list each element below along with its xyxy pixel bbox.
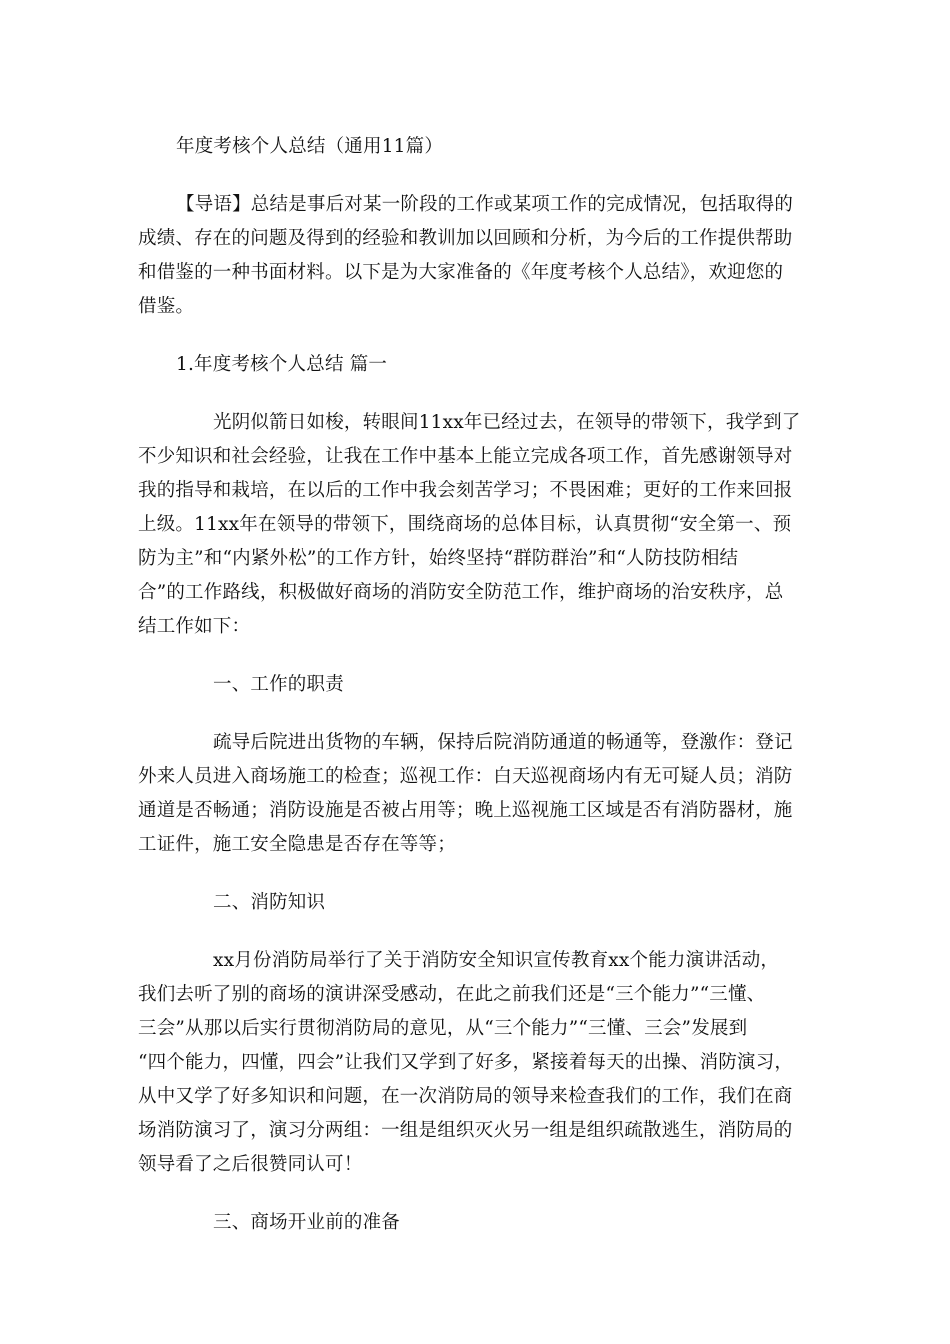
paragraph-line: 我们去听了别的商场的演讲深受感动，在此之前我们还是“三个能力”“三懂、 [138,984,766,1005]
paragraph-line: “四个能力，四懂，四会”让我们又学到了好多，紧接着每天的出操、消防演习， [138,1052,794,1073]
intro-line: 借鉴。 [138,296,195,317]
subsection-heading: 二、消防知识 [213,892,326,913]
paragraph-line: 合”的工作路线，积极做好商场的消防安全防范工作，维护商场的治安秩序，总 [138,582,784,603]
intro-line: 【导语】总结是事后对某一阶段的工作或某项工作的完成情况，包括取得的 [176,194,794,215]
paragraph-line: 外来人员进入商场施工的检查；巡视工作：白天巡视商场内有无可疑人员；消防 [138,766,793,787]
paragraph-line: 工证件，施工安全隐患是否存在等等； [138,834,456,855]
paragraph-line: 不少知识和社会经验，让我在工作中基本上能立完成各项工作，首先感谢领导对 [138,446,793,467]
paragraph-line: 从中又学了好多知识和问题，在一次消防局的领导来检查我们的工作，我们在商 [138,1086,793,1107]
paragraph-line: 通道是否畅通；消防设施是否被占用等；晚上巡视施工区域是否有消防器材，施 [138,800,793,821]
intro-line: 和借鉴的一种书面材料。以下是为大家准备的《年度考核个人总结》，欢迎您的 [138,262,784,283]
paragraph-line: 场消防演习了，演习分两组：一组是组织灭火另一组是组织疏散逃生，消防局的 [138,1120,793,1141]
paragraph-line: 领导看了之后很赞同认可！ [138,1154,363,1175]
paragraph-line: 我的指导和栽培，在以后的工作中我会刻苦学习；不畏困难；更好的工作来回报 [138,480,793,501]
paragraph-line: 三会”从那以后实行贯彻消防局的意见，从“三个能力”“三懂、三会”发展到 [138,1018,748,1039]
paragraph-line: 光阴似箭日如梭，转眼间11xx年已经过去，在领导的带领下，我学到了 [213,412,801,433]
intro-line: 成绩、存在的问题及得到的经验和教训加以回顾和分析，为今后的工作提供帮助 [138,228,793,249]
paragraph-line: 防为主”和“内紧外松”的工作方针，始终坚持“群防群治”和“人防技防相结 [138,548,739,569]
paragraph-line: xx月份消防局举行了关于消防安全知识宣传教育xx个能力演讲活动， [213,950,780,971]
document-title: 年度考核个人总结（通用11篇） [176,136,444,157]
paragraph-line: 结工作如下： [138,616,251,637]
section-heading: 1.年度考核个人总结 篇一 [176,354,388,375]
subsection-heading: 三、商场开业前的准备 [213,1212,401,1233]
subsection-heading: 一、工作的职责 [213,674,344,695]
paragraph-line: 上级。11xx年在领导的带领下，围绕商场的总体目标，认真贯彻“安全第一、预 [138,514,792,535]
paragraph-line: 疏导后院进出货物的车辆，保持后院消防通道的畅通等，登激作：登记 [213,732,793,753]
